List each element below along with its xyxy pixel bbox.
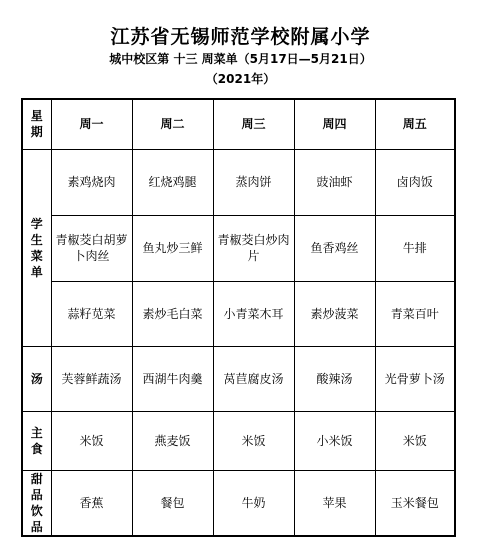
staple-cell: 小米饭: [294, 411, 375, 470]
dish-cell: 素炒菠菜: [294, 281, 375, 346]
staple-cell: 米饭: [213, 411, 294, 470]
dessert-row: [22, 470, 455, 536]
header-row: [22, 99, 455, 149]
dish-cell: 卤肉饭: [375, 149, 455, 215]
dish-row-3: [22, 281, 455, 346]
staple-section-label: 主食: [22, 411, 51, 470]
header-day-mon: 周一: [51, 99, 132, 149]
weekly-menu-table: [21, 98, 456, 537]
dessert-cell: 餐包: [132, 470, 213, 536]
soup-cell: 芙蓉鲜蔬汤: [51, 346, 132, 411]
staple-row: [22, 411, 455, 470]
dish-cell: 豉油虾: [294, 149, 375, 215]
dessert-cell: 香蕉: [51, 470, 132, 536]
dish-cell: 青椒茭白胡萝卜肉丝: [51, 215, 132, 281]
staple-cell: 米饭: [375, 411, 455, 470]
dish-cell: 小青菜木耳: [213, 281, 294, 346]
soup-cell: 光骨萝卜汤: [375, 346, 455, 411]
dish-row-2: [22, 215, 455, 281]
header-day-tue: 周二: [132, 99, 213, 149]
dessert-cell: 牛奶: [213, 470, 294, 536]
dish-cell: 红烧鸡腿: [132, 149, 213, 215]
soup-cell: 酸辣汤: [294, 346, 375, 411]
dish-cell: 牛排: [375, 215, 455, 281]
header-day-wed: 周三: [213, 99, 294, 149]
menu-year: （2021年）: [205, 72, 276, 86]
dessert-cell: 苹果: [294, 470, 375, 536]
header-day-fri: 周五: [375, 99, 455, 149]
dish-cell: 蒸肉饼: [213, 149, 294, 215]
weekday-corner-cell: 星期: [22, 99, 51, 149]
soup-cell: 莴苣腐皮汤: [213, 346, 294, 411]
dish-cell: 蒜籽苋菜: [51, 281, 132, 346]
dish-cell: 鱼丸炒三鲜: [132, 215, 213, 281]
soup-row: [22, 346, 455, 411]
staple-cell: 米饭: [51, 411, 132, 470]
dish-cell: 青菜百叶: [375, 281, 455, 346]
dish-row-1: [22, 149, 455, 215]
dishes-section-label: 学生菜单: [22, 149, 51, 346]
dessert-section-label: 甜品饮品: [22, 470, 51, 536]
dessert-cell: 玉米餐包: [375, 470, 455, 536]
soup-section-label: 汤: [22, 346, 51, 411]
dish-cell: 素炒毛白菜: [132, 281, 213, 346]
menu-subtitle: 城中校区第 十三 周菜单（5月17日—5月21日）: [109, 52, 372, 66]
soup-cell: 西湖牛肉羹: [132, 346, 213, 411]
dish-cell: 青椒茭白炒肉片: [213, 215, 294, 281]
header-day-thu: 周四: [294, 99, 375, 149]
staple-cell: 燕麦饭: [132, 411, 213, 470]
dish-cell: 素鸡烧肉: [51, 149, 132, 215]
dish-cell: 鱼香鸡丝: [294, 215, 375, 281]
page-title: 江苏省无锡师范学校附属小学: [110, 26, 371, 48]
